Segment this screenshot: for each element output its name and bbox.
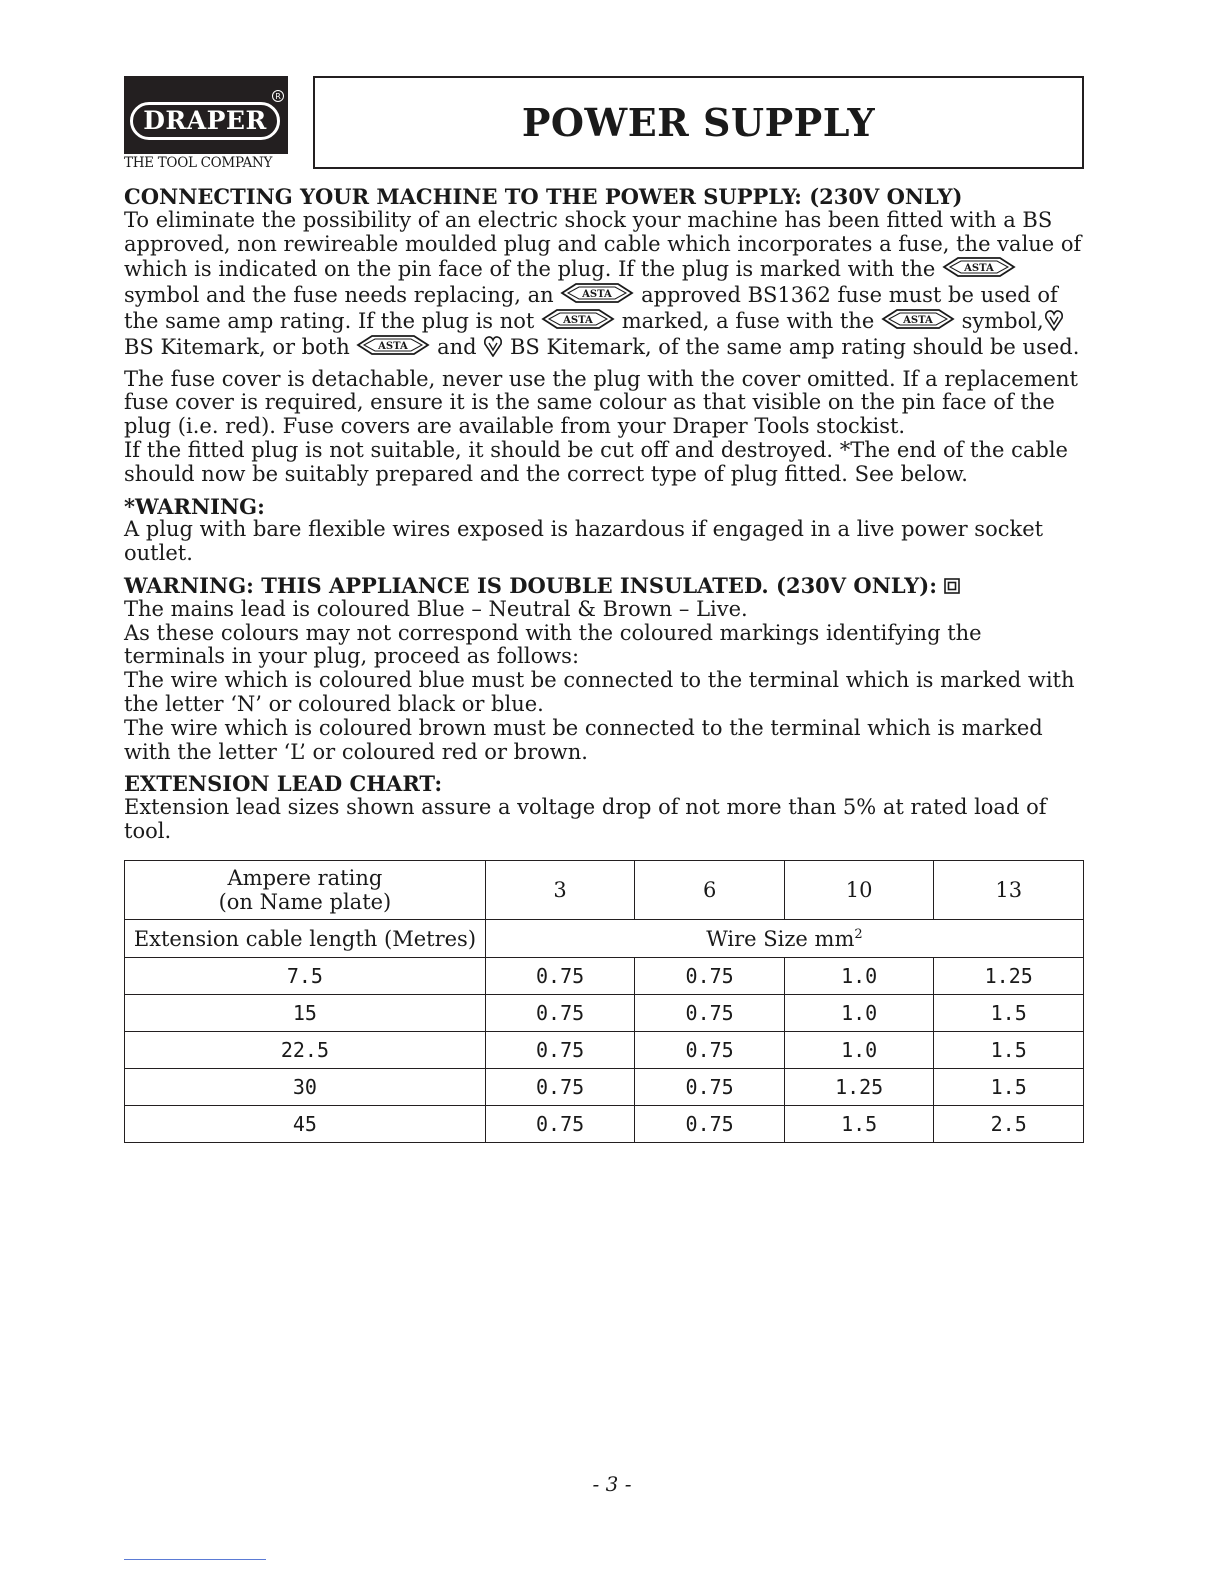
asta-icon (541, 309, 615, 333)
asta-icon (560, 283, 634, 307)
length-cell: 45 (125, 1106, 486, 1143)
footer-rule (124, 1559, 266, 1560)
wire-size-cell: 1.5 (784, 1106, 934, 1143)
brown-wire-line: The wire which is coloured brown must be connected to the terminal which is marked with the letter ‘L’ or coloured red or brown. (124, 715, 1043, 764)
main-content (124, 185, 1086, 844)
svg-text:ASTA: ASTA (582, 289, 613, 301)
wire-size-cell: 0.75 (485, 958, 635, 995)
table-row (125, 995, 1084, 1032)
blue-wire-line: The wire which is coloured blue must be connected to the terminal which is marked with the letter ‘N’ or coloured black or blue. (124, 668, 1075, 716)
fuse-cover-paragraph: The fuse cover is detachable, never use the plug with the cover omitted. If a replacement fuse cover is required, ensure it is the same colour as that visible on the pin face of the plug (i.e. red). Fuse covers are available from your Draper Tools stockist. (124, 366, 1078, 439)
ampere-rating-line2: (on Name plate) (218, 890, 392, 914)
table-row (125, 1106, 1084, 1143)
length-header: Extension cable length (Metres) (125, 920, 486, 958)
wire-size-cell: 0.75 (635, 1032, 785, 1069)
connecting-paragraph (124, 209, 1086, 360)
wire-size-cell: 1.25 (934, 958, 1084, 995)
wire-size-cell: 0.75 (635, 995, 785, 1032)
svg-text:ASTA: ASTA (903, 314, 933, 326)
text-run: BS Kitemark, or both (124, 334, 350, 359)
connecting-heading: CONNECTING YOUR MACHINE TO THE POWER SUPPLY: (230V ONLY) (124, 184, 963, 209)
double-insulated-heading (124, 574, 1086, 598)
text-run: To eliminate the possibility of an electric shock your machine has been fitted with a BS approved, non rewireable moulded plug and cable which incorporates a fuse, the value of which is indicated on the pin face of the plug. If the plug is marked with the (124, 207, 1082, 282)
wire-size-cell: 1.5 (934, 1069, 1084, 1106)
wire-size-cell: 0.75 (635, 1069, 785, 1106)
length-cell: 7.5 (125, 958, 486, 995)
plug-replacement-paragraph: If the fitted plug is not suitable, it should be cut off and destroyed. *The end of the cable should now be suitably prepared and the correct type of plug fitted. See below. (124, 437, 1068, 486)
table-row (125, 1032, 1084, 1069)
page-number: - 3 - (592, 1472, 632, 1496)
text-run: marked, a fuse with the (621, 308, 875, 333)
kitemark-icon (483, 335, 503, 359)
wire-size-cell: 0.75 (485, 1032, 635, 1069)
amp-cell: 6 (635, 861, 785, 920)
svg-text:ASTA: ASTA (378, 340, 409, 352)
svg-text:ASTA: ASTA (964, 263, 994, 275)
text-run: and (437, 334, 477, 359)
asta-icon (356, 335, 430, 359)
wire-size-label: Wire Size mm (706, 926, 855, 951)
extension-text: Extension lead sizes shown assure a voltage drop of not more than 5% at rated load of tool. (124, 795, 1047, 843)
wire-size-sup: 2 (854, 926, 863, 942)
wire-size-cell: 1.5 (934, 1032, 1084, 1069)
draper-logo (124, 76, 288, 172)
length-cell: 30 (125, 1069, 486, 1106)
wire-size-cell: 0.75 (485, 1069, 635, 1106)
wire-size-cell: 1.5 (934, 995, 1084, 1032)
extension-heading: EXTENSION LEAD CHART: (124, 771, 443, 797)
table-header-row (125, 861, 1084, 920)
length-cell: 22.5 (125, 1032, 486, 1069)
wire-size-cell: 0.75 (485, 995, 635, 1032)
wire-size-header (485, 920, 1083, 958)
asta-icon (881, 309, 955, 333)
table-row (125, 958, 1084, 995)
wire-size-cell: 1.0 (784, 958, 934, 995)
amp-cell: 13 (934, 861, 1084, 920)
wire-size-cell: 0.75 (635, 1106, 785, 1143)
logo-wordmark: DRAPER (143, 106, 267, 135)
amp-cell: 10 (784, 861, 934, 920)
text-run: symbol, (961, 308, 1044, 333)
text-run: BS Kitemark, of the same amp rating should be used. (509, 334, 1080, 359)
asta-icon (942, 257, 1016, 281)
wire-size-cell: 1.25 (784, 1069, 934, 1106)
logo-tagline: THE TOOL COMPANY (124, 155, 273, 171)
ampere-rating-header (125, 861, 486, 920)
text-run: symbol and the fuse needs replacing, an (124, 283, 554, 308)
ampere-rating-line1: Ampere rating (227, 866, 383, 890)
extension-lead-table (124, 860, 1084, 1143)
double-insulated-icon (944, 578, 960, 594)
double-insulated-heading-text: WARNING: THIS APPLIANCE IS DOUBLE INSULATED. (230V ONLY): (124, 572, 937, 598)
warning-text: A plug with bare flexible wires exposed is hazardous if engaged in a live power socket outlet. (124, 517, 1044, 566)
title-box (313, 76, 1084, 169)
warning-heading: *WARNING: (124, 493, 265, 519)
mains-lead-line: The mains lead is coloured Blue – Neutral & Brown – Live. (124, 596, 748, 621)
table-subheader-row (125, 920, 1084, 958)
kitemark-icon (1044, 309, 1064, 333)
wire-size-cell: 0.75 (485, 1106, 635, 1143)
page-title: POWER SUPPLY (521, 100, 876, 145)
wire-size-cell: 1.0 (784, 995, 934, 1032)
text-run: approved BS1362 fuse must be used of the same amp rating. If the plug is not (124, 283, 1058, 333)
wire-size-cell: 0.75 (635, 958, 785, 995)
wire-size-cell: 1.0 (784, 1032, 934, 1069)
amp-cell: 3 (485, 861, 635, 920)
length-cell: 15 (125, 995, 486, 1032)
wire-size-cell: 2.5 (934, 1106, 1084, 1143)
table-row (125, 1069, 1084, 1106)
colour-note-line: As these colours may not correspond with the coloured markings identifying the terminals in your plug, proceed as follows: (124, 620, 982, 669)
svg-text:ASTA: ASTA (563, 314, 593, 326)
registered-mark: R (272, 90, 284, 102)
table-body (125, 958, 1084, 1143)
